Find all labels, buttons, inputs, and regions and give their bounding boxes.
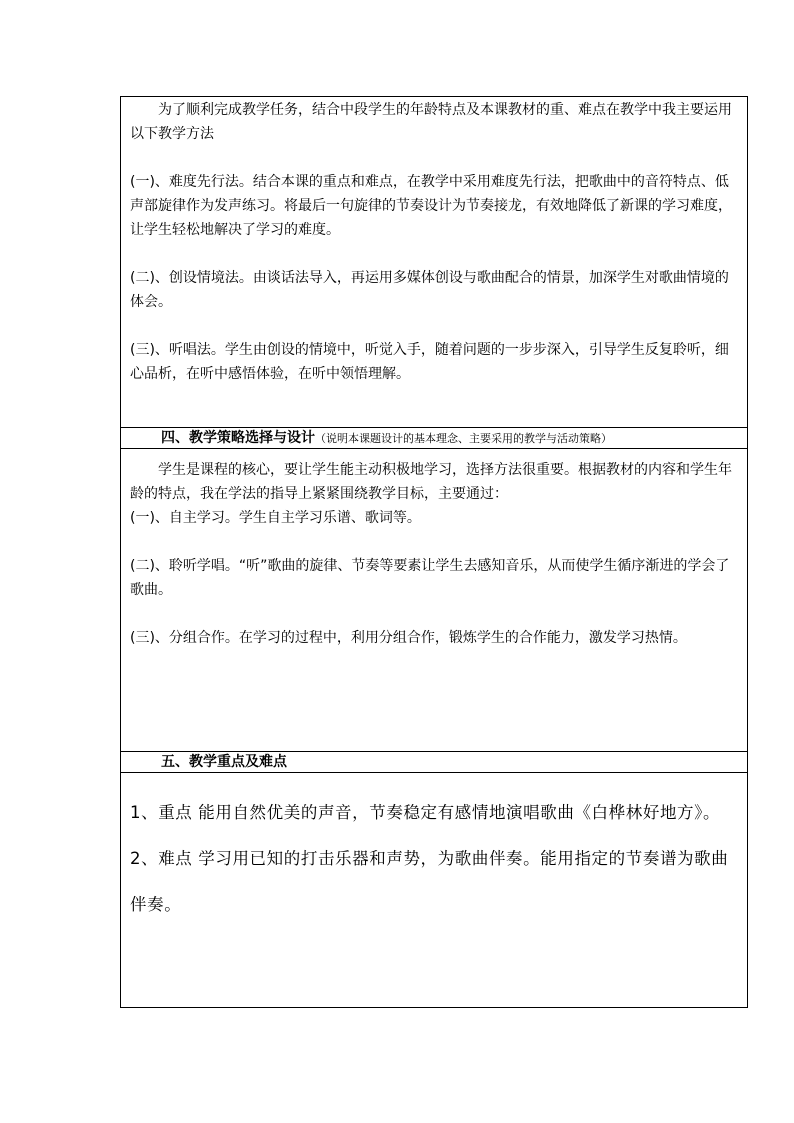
method-item: (三)、听唱法。学生由创设的情境中，听觉入手，随着问题的一步步深入，引导学生反复聆听，细心品析，在听中感悟体验，在听中领悟理解。 <box>130 342 729 382</box>
keypoints-header <box>121 751 747 773</box>
strategy-note: （说明本课题设计的基本理念、主要采用的教学与活动策略） <box>315 432 612 445</box>
keypoint-item: 1、重点 能用自然优美的声音，节奏稳定有感情地演唱歌曲《白桦林好地方》。 <box>130 803 721 822</box>
strategy-intro: 学生是课程的核心，要让学生能主动积极地学习，选择方法很重要。根据教材的内容和学生年龄的特点，我在学法的指导上紧紧围绕教学目标，主要通过： <box>130 462 732 502</box>
method-item: (一)、难度先行法。结合本课的重点和难点，在教学中采用难度先行法，把歌曲中的音符特点、低声部旋律作为发声练习。将最后一句旋律的节奏设计为节奏接龙，有效地降低了新课的学习难度，让学生轻松地解决了学习的难度。 <box>130 174 732 238</box>
strategy-section <box>121 449 747 751</box>
lesson-plan-table <box>120 96 748 1008</box>
strategy-header <box>121 427 747 449</box>
keypoint-item: 2、难点 学习用已知的打击乐器和声势，为歌曲伴奏。能用指定的节奏谱为歌曲伴奏。 <box>130 849 729 914</box>
methods-intro: 为了顺利完成教学任务，结合中段学生的年龄特点及本课教材的重、难点在教学中我主要运用以下教学方法 <box>130 102 732 142</box>
strategy-item: (二)、聆听学唱。“听”歌曲的旋律、节奏等要素让学生去感知音乐，从而使学生循序渐进的学会了歌曲。 <box>130 558 730 598</box>
strategy-item: (一)、自主学习。学生自主学习乐谱、歌词等。 <box>130 510 421 526</box>
keypoints-title: 五、教学重点及难点 <box>161 754 287 770</box>
keypoints-section <box>121 773 747 1007</box>
strategy-item: (三)、分组合作。在学习的过程中，利用分组合作，锻炼学生的合作能力，激发学习热情。 <box>130 630 687 646</box>
teaching-methods-section <box>121 97 747 427</box>
strategy-title: 四、教学策略选择与设计 <box>161 430 315 446</box>
method-item: (二)、创设情境法。由谈话法导入，再运用多媒体创设与歌曲配合的情景，加深学生对歌曲情境的体会。 <box>130 270 729 310</box>
